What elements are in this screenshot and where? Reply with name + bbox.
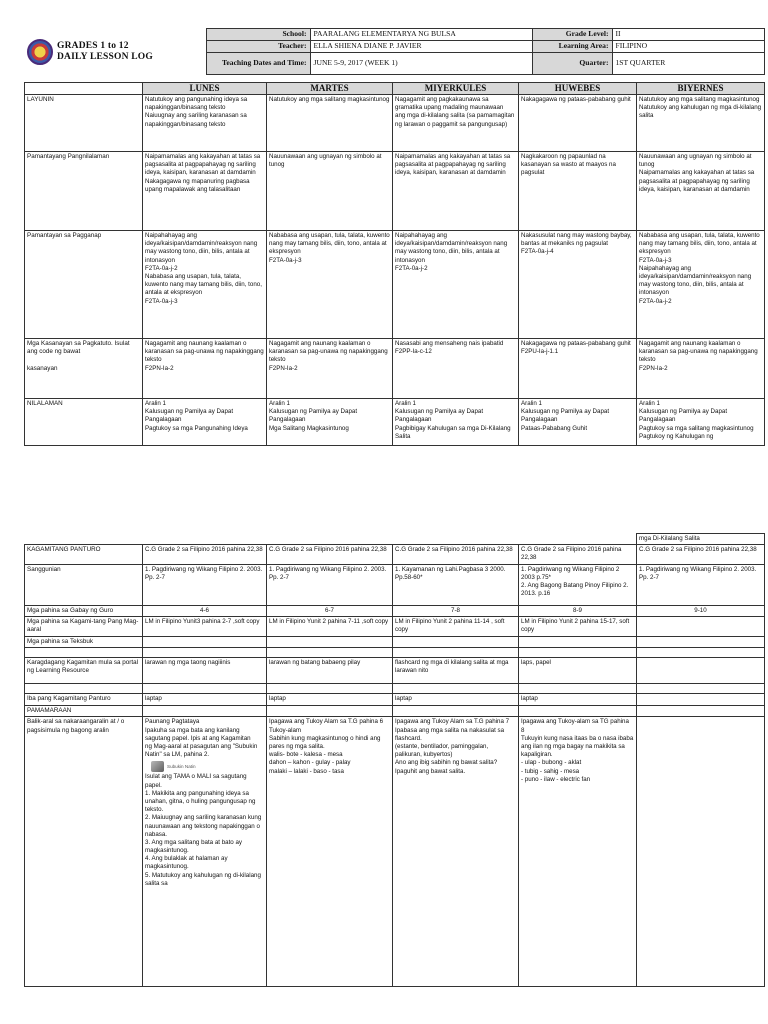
table-cell: laptap [267, 694, 393, 706]
table-cell: Aralin 1 Kalusugan ng Pamilya ay Dapat Pangalagaan Pagtukoy sa mga Pangunahing Ideya [143, 399, 267, 446]
row-label: Mga pahina sa Teksbuk [25, 636, 143, 647]
table-cell: 1. Pagdiriwang ng Wikang Filipino 2. 2003. Pp. 2-7 [143, 564, 267, 605]
lesson-table-1 [24, 82, 764, 446]
learning-area-label: Learning Area: [532, 41, 612, 53]
table-cell: laptap [519, 694, 637, 706]
row-label: Balik-aral sa nakaraangaralin at / o pagsisimula ng bagong aralin [25, 717, 143, 987]
table-cell: C.G Grade 2 sa Filipino 2016 pahina 22,38 [267, 545, 393, 564]
table-cell: 6-7 [267, 605, 393, 616]
table-cell: LM in Filipino Yunit 2 pahina 11-14 , soft copy [393, 616, 519, 636]
table-cell: flashcard ng mga di kilalang salita at mga larawan nito [393, 658, 519, 684]
table-cell: Naipamamalas ang kakayahan at tatas sa pagsasalita at pagpapahayag ng sariling ideya, kaisipan, karanasan at damdamin [393, 152, 519, 231]
table-cell: Nakagagawa ng pataas-pababang guhit F2PU-Ia-j-1.1 [519, 339, 637, 399]
table-row [25, 564, 765, 605]
table-row [25, 231, 765, 339]
school-label: School: [206, 29, 310, 41]
table-row [25, 717, 765, 987]
table-cell [143, 717, 267, 987]
table-cell: Nasasabi ang mensaheng nais ipabatid F2PP-Ia-c-12 [393, 339, 519, 399]
table-row [25, 684, 765, 694]
table-cell: larawan ng batang babaeng pilay [267, 658, 393, 684]
row-label: PAMAMARAAN [25, 706, 143, 717]
lesson-table-2 [24, 533, 764, 987]
table-cell: 1. Kayamanan ng Lahi.Pagbasa 3 2000. Pp.58-60* [393, 564, 519, 605]
image-icon [151, 761, 164, 772]
school-value: PAARALANG ELEMENTARYA NG BULSA [310, 29, 532, 41]
table-cell: C.G Grade 2 sa Filipino 2016 pahina 22,38 [143, 545, 267, 564]
table-cell: Ipagawa ang Tukoy Alam sa T.G pahina 7 Ipabasa ang mga salita na nakasulat sa flashcard. (estante, bentilador, paminggalan, palikuran, kubyertos) Ano ang ibig sabihin ng bawat salita? Ipaguhit ang bawat salita. [393, 717, 519, 987]
table-cell: Nagagamit ang naunang kaalaman o karanasan sa pag-unawa ng napakinggang teksto F2PN-Ia-2 [267, 339, 393, 399]
table-cell: 1. Pagdiriwang ng Wikang Filipino 2 2003 p.75* 2. Ang Bagong Batang Pinoy Filipino 2. 2013. p.16 [519, 564, 637, 605]
row-label: Pamantayan sa Pagganap [25, 231, 143, 339]
day-header: BIYERNES [637, 83, 765, 95]
lesson-log-header [24, 28, 764, 75]
teaching-dates-value: JUNE 5-9, 2017 (WEEK 1) [310, 53, 532, 75]
table-cell: LM in Filipino Yunit3 pahina 2-7 ,soft copy [143, 616, 267, 636]
table-cell: C.G Grade 2 sa Filipino 2016 pahina 22,38 [637, 545, 765, 564]
grade-level-label: Grade Level: [532, 29, 612, 41]
row-label: LAYUNIN [25, 95, 143, 152]
carry-over-row [25, 534, 765, 545]
table-row [25, 636, 765, 647]
subukin-natin-image [151, 761, 264, 772]
table-row [25, 616, 765, 636]
row-label: Karagdagang Kagamitan mula sa portal ng Learning Resource [25, 658, 143, 684]
table-cell: Nagagamit ang pagkakaunawa sa gramatika upang madaling maunawaan ang mga di-kilalang salita (sa pamamagitan ng larawan o paggamit sa pangungusap) [393, 95, 519, 152]
table-cell: Nakasusulat nang may wastong baybay, bantas at mekaniks ng pagsulat F2TA-0a-j-4 [519, 231, 637, 339]
table-row [25, 658, 765, 684]
row-label: Sanggunian [25, 564, 143, 605]
deped-seal-logo [27, 39, 53, 65]
teacher-label: Teacher: [206, 41, 310, 53]
teaching-dates-label: Teaching Dates and Time: [206, 53, 310, 75]
table-row [25, 545, 765, 564]
day-header: MIYERKULES [393, 83, 519, 95]
table-cell: 7-8 [393, 605, 519, 616]
table-cell: Aralin 1 Kalusugan ng Pamilya ay Dapat Pangalagaan Pagtukoy sa mga salitang magkasintunog Pagtukoy ng Kahulugan ng [637, 399, 765, 446]
row-label: Mga pahina sa Kagami-tang Pang Mag-aaral [25, 616, 143, 636]
table-cell: C.G Grade 2 sa Filipino 2016 pahina 22,38 [393, 545, 519, 564]
table-cell: 9-10 [637, 605, 765, 616]
table-cell: laps, papel [519, 658, 637, 684]
table-cell: Naipahahayag ang ideya/kaisipan/damdamin/reaksyon nang may wastong tono, diin, bilis, antala at intonasyon F2TA-0a-j-2 [393, 231, 519, 339]
table-cell: Natutukoy ang mga salitang magkasintunog Natutukoy ang kahulugan ng mga di-kilalang salita [637, 95, 765, 152]
table-cell: Naipamamalas ang kakayahan at tatas sa pagsasalita at pagpapahayag ng sariling ideya, kaisipan, karanasan at damdamin Nakagagawa ng mapanuring pagbasa upang mapalawak ang talasalitaan [143, 152, 267, 231]
table-cell: Aralin 1 Kalusugan ng Pamilya ay Dapat Pangalagaan Pagbibigay Kahulugan sa mga Di-Kilalang Salita [393, 399, 519, 446]
table-cell: Nauunawaan ang ugnayan ng simbolo at tunog Naipamamalas ang kakayahan at tatas sa pagsasalita at pagpapahayag ng sariling ideya, kaisipan, karanasan at damdamin [637, 152, 765, 231]
row-label: NILALAMAN [25, 399, 143, 446]
title-line-2: DAILY LESSON LOG [57, 51, 153, 62]
table-cell: Aralin 1 Kalusugan ng Pamilya ay Dapat Pangalagaan Pataas-Pababang Guhit [519, 399, 637, 446]
table-row [25, 706, 765, 717]
table-cell [637, 717, 765, 987]
table-cell: Nagkakaroon ng papaunlad na kasanayan sa wasto at maayos na pagsulat [519, 152, 637, 231]
table-cell: Naipahahayag ang ideya/kaisipan/damdamin/reaksyon nang may wastong tono, diin, bilis, antala at intonasyon F2TA-0a-j-2 Nababasa ang usapan, tula, talata, kuwento nang may tamang bilis, diin, tono, antala at ekspresyon F2TA-0a-j-3 [143, 231, 267, 339]
table-cell: Natutukoy ang mga salitang magkasintunog [267, 95, 393, 152]
table-cell: 1. Pagdiriwang ng Wikang Filipino 2. 2003. Pp. 2-7 [637, 564, 765, 605]
table-cell: 1. Pagdiriwang ng Wikang Filipino 2. 2003. Pp. 2-7 [267, 564, 393, 605]
table-cell: larawan ng mga taong nagiiinis [143, 658, 267, 684]
objectives-table [24, 82, 765, 446]
table-cell: Nagagamit ang naunang kaalaman o karanasan sa pag-unawa ng napakinggang teksto F2PN-Ia-2 [637, 339, 765, 399]
row-label: Pamantayang Pangnilalaman [25, 152, 143, 231]
table-cell: laptap [143, 694, 267, 706]
table-row [25, 95, 765, 152]
table-cell: Ipagawa ang Tukoy-alam sa TG pahina 8 Tukuyin kung nasa itaas ba o nasa ibaba ang ilan ng mga bagay na makikita sa kapaligiran. - ulap - bubong - aklat - tubig - sahig - mesa - puno - ilaw - electric fan [519, 717, 637, 987]
table-cell: Nakagagawa ng pataas-pababang guhit [519, 95, 637, 152]
quarter-value: 1ST QUARTER [612, 53, 764, 75]
row-label: Iba pang Kagamitang Panturo [25, 694, 143, 706]
title-block [24, 29, 206, 75]
day-header: MARTES [267, 83, 393, 95]
carry-over-text: mga Di-Kilalang Salita [637, 534, 765, 545]
day-header-blank [25, 83, 143, 95]
table-row [25, 339, 765, 399]
table-cell: Ipagawa ang Tukoy Alam sa T.G pahina 6 Tukoy-alam Sabihin kung magkasintunog o hindi ang pares ng mga salita. walis- bote - kalesa - mesa dahon – kahon - gulay - palay malaki – lalaki - baso - tasa [267, 717, 393, 987]
table-cell: Nauunawaan ang ugnayan ng simbolo at tunog [267, 152, 393, 231]
table-row [25, 648, 765, 658]
procedure-text: Paunang Pagtataya Ipakuha sa mga bata ang kanilang sagutang papel. Ipis at ang Kagamitan ng Mag-aaral at pasagutan ang "Subukin Natin" sa LM, pahina 2. [145, 718, 258, 759]
table-cell: LM in Filipino Yunit 2 pahina 15-17, soft copy [519, 616, 637, 636]
title-line-1: GRADES 1 to 12 [57, 41, 129, 52]
table-cell: Nababasa ang usapan, tula, talata, kuwento nang may tamang bilis, diin, tono, antala at ekspresyon F2TA-0a-j-3 [267, 231, 393, 339]
table-cell: 8-9 [519, 605, 637, 616]
day-header: LUNES [143, 83, 267, 95]
learning-area-value: FILIPINO [612, 41, 764, 53]
table-cell: laptap [393, 694, 519, 706]
image-caption: Subukin Natin [167, 763, 196, 769]
table-row [25, 399, 765, 446]
procedure-text: Isulat ang TAMA o MALI sa sagutang papel. 1. Makikita ang pangunahing ideya sa unahan, gitna, o huling pangungusap ng teksto. 2. Maiuugnay ang sariling karanasan kung nauunawaan ang tekstong napakinggan o nabasa. 3. Ang mga salitang bata at bato ay magkasintunog. 4. Ang bulaklak at halaman ay magkasintunog. 5. Matutukoy ang kahulugan ng di-kilalang salita sa [145, 773, 262, 887]
table-cell: 4-6 [143, 605, 267, 616]
materials-procedure-table [24, 533, 765, 987]
table-cell: Natutukoy ang pangunahing ideya sa napakinggan/binasang teksto Naiuugnay ang sariling karanasan sa napakinggan/binasang teksto [143, 95, 267, 152]
row-label: KAGAMITANG PANTURO [25, 545, 143, 564]
table-cell: LM in Filipino Yunit 2 pahina 7-11 ,soft copy [267, 616, 393, 636]
row-label: Mga Kasanayan sa Pagkatuto. Isulat ang code ng bawat kasanayan [25, 339, 143, 399]
table-cell: Nagagamit ang naunang kaalaman o karanasan sa pag-unawa ng napakinggang teksto F2PN-Ia-2 [143, 339, 267, 399]
table-cell [637, 616, 765, 636]
day-header-row [25, 83, 765, 95]
table-row [25, 605, 765, 616]
quarter-label: Quarter: [532, 53, 612, 75]
row-label: Mga pahina sa Gabay ng Guro [25, 605, 143, 616]
table-cell: Nababasa ang usapan, tula, talata, kuwento nang may tamang bilis, diin, tono, antala at ekspresyon F2TA-0a-j-3 Naipahahayag ang ideya/kaisipan/damdamin/reaksyon nang may wastong tono, diin, bilis, antala at intonasyon F2TA-0a-j-2 [637, 231, 765, 339]
table-row [25, 152, 765, 231]
grade-level-value: II [612, 29, 764, 41]
teacher-value: ELLA SHIENA DIANE P. JAVIER [310, 41, 532, 53]
table-row [25, 694, 765, 706]
table-cell: C.G Grade 2 sa Filipino 2016 pahina 22,38 [519, 545, 637, 564]
table-cell: Aralin 1 Kalusugan ng Pamilya ay Dapat Pangalagaan Mga Salitang Magkasintunog [267, 399, 393, 446]
day-header: HUWEBES [519, 83, 637, 95]
header-table [24, 28, 765, 75]
